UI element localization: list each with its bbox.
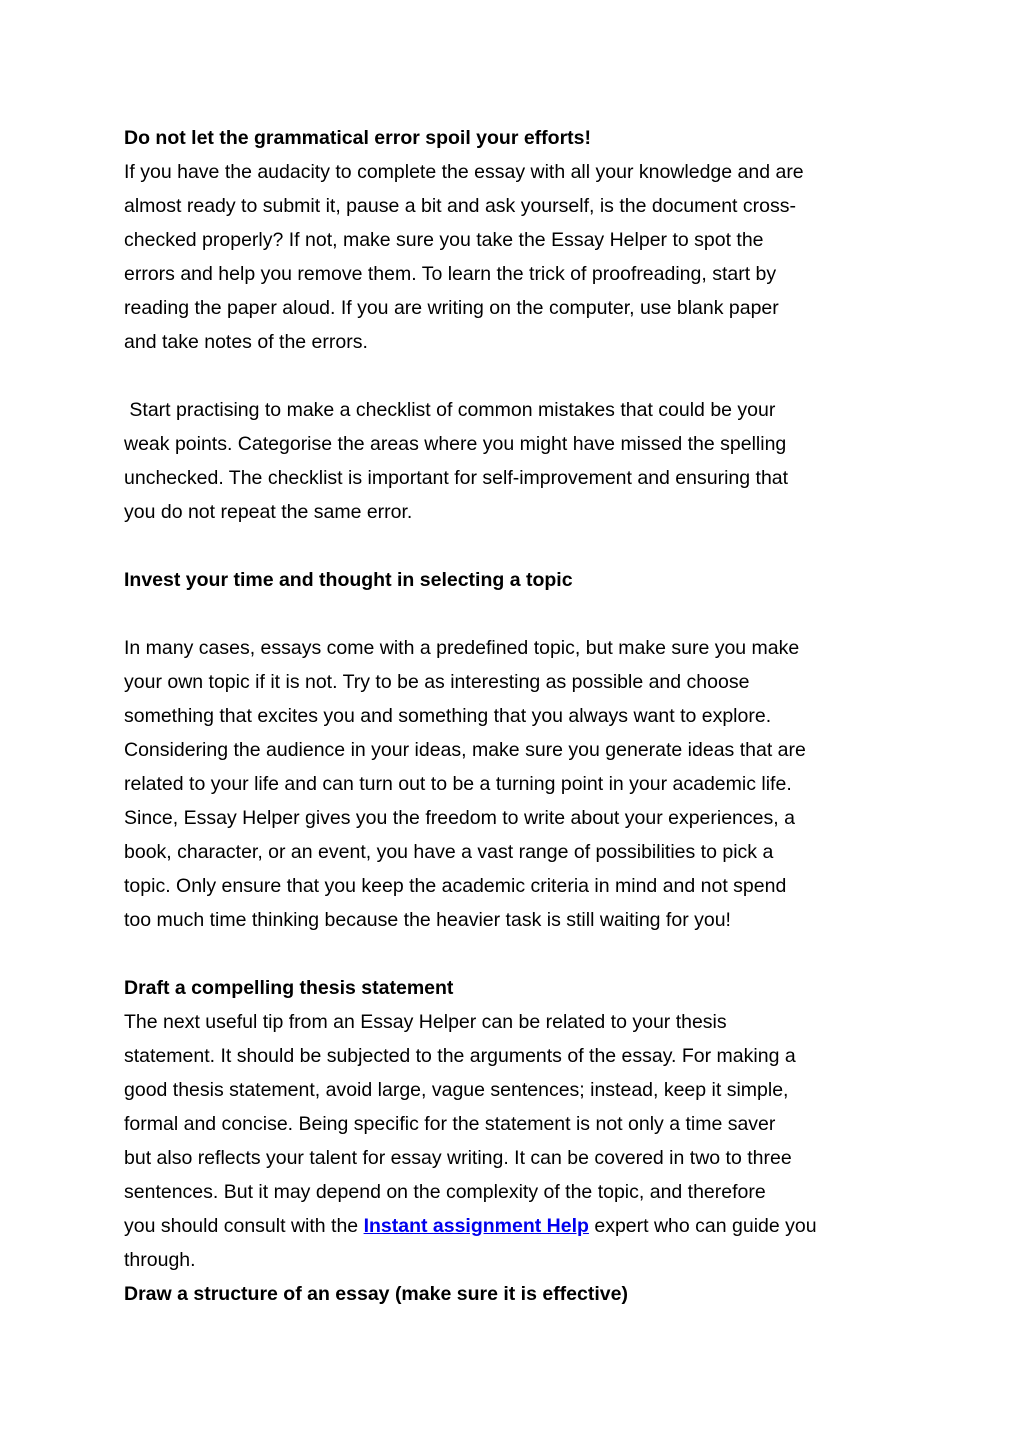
document-page: [124, 121, 914, 1311]
paragraph-line: something that excites you and something that you always want to explore.: [124, 705, 772, 727]
paragraph-line: If you have the audacity to complete the essay with all your knowledge and are: [124, 161, 804, 183]
section-heading-thesis: Draft a compelling thesis statement: [124, 977, 454, 999]
paragraph-line: your own topic if it is not. Try to be as interesting as possible and choose: [124, 671, 750, 693]
paragraph-line: topic. Only ensure that you keep the academic criteria in mind and not spend: [124, 875, 787, 897]
paragraph-line: reading the paper aloud. If you are writing on the computer, use blank paper: [124, 297, 779, 319]
paragraph-line: unchecked. The checklist is important for self-improvement and ensuring that: [124, 467, 789, 489]
paragraph-line: The next useful tip from an Essay Helper can be related to your thesis: [124, 1011, 727, 1033]
paragraph-line-with-link: [124, 1209, 914, 1243]
link-line-prefix: you should consult with the: [124, 1215, 364, 1237]
paragraph-line: related to your life and can turn out to be a turning point in your academic life.: [124, 773, 792, 795]
paragraph-line: In many cases, essays come with a predefined topic, but make sure you make: [124, 637, 800, 659]
paragraph-line: and take notes of the errors.: [124, 331, 368, 353]
paragraph-spacer: [124, 359, 914, 393]
paragraph-spacer: [124, 529, 914, 563]
paragraph-spacer: [124, 597, 914, 631]
paragraph-line: Start practising to make a checklist of common mistakes that could be your: [124, 399, 776, 421]
paragraph-line: almost ready to submit it, pause a bit and ask yourself, is the document cross-: [124, 195, 796, 217]
paragraph-line: Considering the audience in your ideas, make sure you generate ideas that are: [124, 739, 806, 761]
paragraph-line: statement. It should be subjected to the arguments of the essay. For making a: [124, 1045, 796, 1067]
paragraph-line: formal and concise. Being specific for the statement is not only a time saver: [124, 1113, 776, 1135]
instant-assignment-help-link[interactable]: Instant assignment Help: [363, 1215, 589, 1237]
paragraph-line: weak points. Categorise the areas where you might have missed the spelling: [124, 433, 787, 455]
paragraph-spacer: [124, 937, 914, 971]
paragraph-line: but also reflects your talent for essay writing. It can be covered in two to three: [124, 1147, 792, 1169]
section-heading-grammar: Do not let the grammatical error spoil your efforts!: [124, 127, 591, 149]
paragraph-line: through.: [124, 1249, 196, 1271]
section-heading-topic: Invest your time and thought in selecting a topic: [124, 569, 573, 591]
paragraph-line: sentences. But it may depend on the complexity of the topic, and therefore: [124, 1181, 766, 1203]
paragraph-line: checked properly? If not, make sure you take the Essay Helper to spot the: [124, 229, 764, 251]
paragraph-line: good thesis statement, avoid large, vague sentences; instead, keep it simple,: [124, 1079, 789, 1101]
paragraph-line: too much time thinking because the heavier task is still waiting for you!: [124, 909, 731, 931]
paragraph-line: Since, Essay Helper gives you the freedom to write about your experiences, a: [124, 807, 795, 829]
paragraph-line: errors and help you remove them. To learn the trick of proofreading, start by: [124, 263, 777, 285]
paragraph-line: book, character, or an event, you have a vast range of possibilities to pick a: [124, 841, 774, 863]
section-heading-structure: Draw a structure of an essay (make sure it is effective): [124, 1283, 628, 1305]
link-line-suffix: expert who can guide you: [588, 1215, 817, 1237]
paragraph-line: you do not repeat the same error.: [124, 501, 413, 523]
